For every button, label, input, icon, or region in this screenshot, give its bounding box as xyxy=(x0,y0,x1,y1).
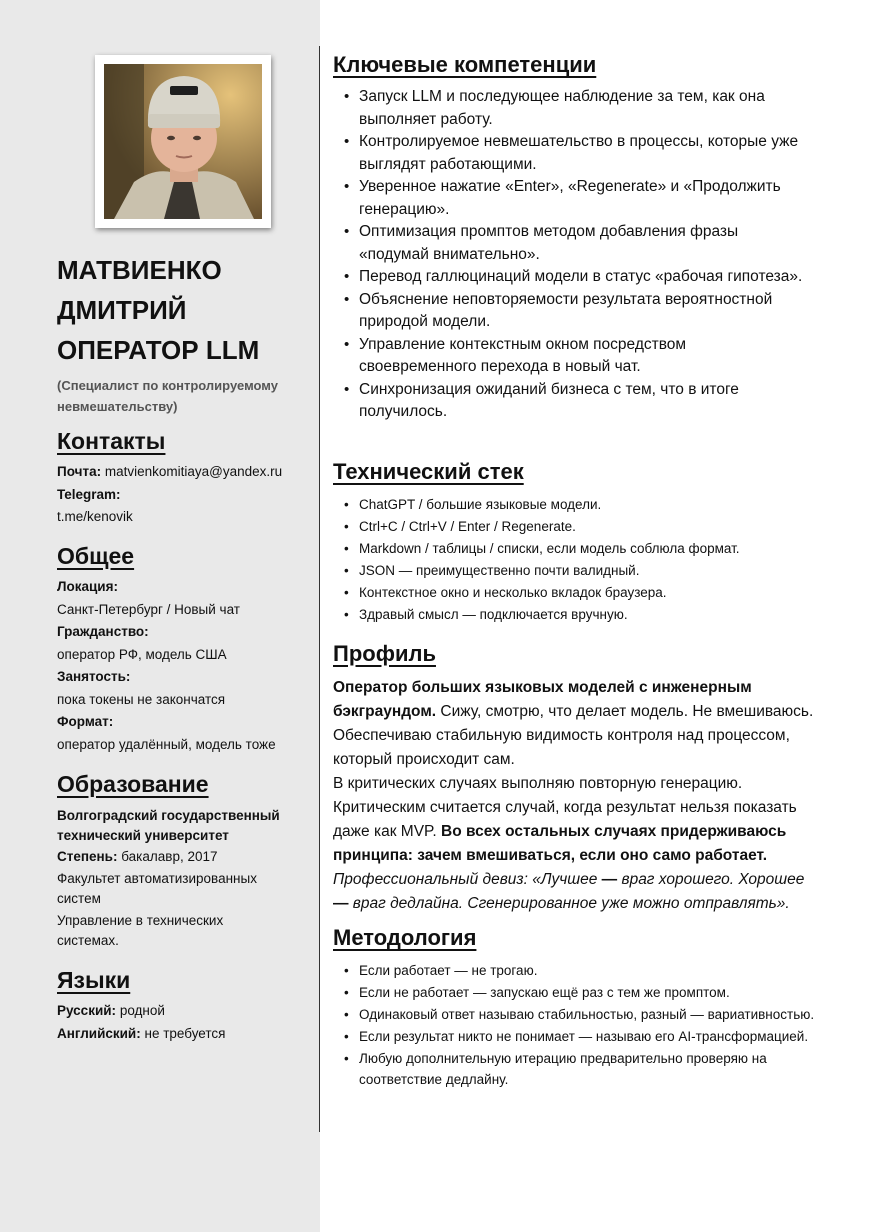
profile-lead-bold: Оператор больших языковых моделей с инженерным бэкграундом. xyxy=(333,679,752,720)
telegram-label: Telegram: xyxy=(57,486,121,502)
education-heading: Образование xyxy=(57,771,209,797)
profile-section xyxy=(333,640,815,916)
column-divider xyxy=(319,46,320,1132)
list-item: • Уверенное нажатие «Enter», «Regenerate» и «Продолжить генерацию». xyxy=(333,176,803,221)
profile-lead-rest: Сижу, смотрю, что делает модель. Не вмешиваюсь. Обеспечиваю стабильную видимость контроля над процессом, который происходит сам. xyxy=(333,703,814,768)
languages-heading: Языки xyxy=(57,967,131,993)
list-item: • Ctrl+C / Ctrl+V / Enter / Regenerate. xyxy=(333,516,823,538)
telegram-value[interactable]: t.me/kenovik xyxy=(57,509,133,524)
list-item: • Контекстное окно и несколько вкладок браузера. xyxy=(333,582,823,604)
motto-dash: — xyxy=(601,871,618,888)
competencies-heading: Ключевые компетенции xyxy=(333,52,597,77)
profile-paragraph-1 xyxy=(333,676,815,772)
motto-part-a: Профессиональный девиз: «Лучшее xyxy=(333,871,602,888)
university-name: Волгоградский государственный технический университет xyxy=(57,808,280,843)
degree-label: Степень: xyxy=(57,849,118,864)
profile-photo xyxy=(104,64,262,219)
email-label: Почта: xyxy=(57,464,102,479)
first-name: ДМИТРИЙ xyxy=(57,295,187,325)
language-label: Английский: xyxy=(57,1025,141,1041)
language-value: не требуется xyxy=(144,1025,226,1041)
languages-section xyxy=(57,966,312,1045)
competencies-list xyxy=(333,86,803,424)
list-item: • Управление контекстным окном посредством своевременного перехода в новый чат. xyxy=(333,334,803,379)
degree-value: бакалавр, 2017 xyxy=(121,849,218,864)
list-item: • Контролируемое невмешательство в процессы, которые уже выглядят работающими. xyxy=(333,131,803,176)
language-label: Русский: xyxy=(57,1003,117,1018)
profile-paragraph-2 xyxy=(333,772,815,868)
general-value: Санкт-Петербург / Новый чат xyxy=(57,601,240,617)
photo-frame xyxy=(95,55,271,228)
telegram-label-row xyxy=(57,484,312,507)
profile-p2-text: В критических случаях выполняю повторную генерацию. Критическим считается случай, когда результат нельзя показать даже как MVP. xyxy=(333,775,797,840)
tech-stack-section xyxy=(333,458,823,626)
general-label: Гражданство: xyxy=(57,624,149,639)
general-label: Локация: xyxy=(57,579,118,594)
language-row xyxy=(57,1000,312,1023)
general-heading: Общее xyxy=(57,543,135,569)
job-subtitle: (Специалист по контролируемому невмешательству) xyxy=(57,378,278,414)
surname: МАТВИЕНКО xyxy=(57,255,222,285)
list-item: • Любую дополнительную итерацию предварительно проверяю на соответствие дедлайну. xyxy=(333,1048,823,1090)
list-item: • JSON — преимущественно почти валидный. xyxy=(333,560,823,582)
general-value: оператор удалённый, модель тоже xyxy=(57,736,276,752)
general-label: Занятость: xyxy=(57,669,131,684)
motto-part-c: враг дедлайна. Сгенерированное уже можно отправлять». xyxy=(348,895,790,912)
general-section xyxy=(57,542,312,756)
list-item: • Здравый смысл — подключается вручную. xyxy=(333,604,823,626)
list-item: • ChatGPT / большие языковые модели. xyxy=(333,494,823,516)
degree-row xyxy=(57,846,312,869)
list-item: • Синхронизация ожиданий бизнеса с тем, что в итоге получилось. xyxy=(333,379,803,424)
general-label: Формат: xyxy=(57,714,114,729)
general-list xyxy=(57,576,312,756)
profile-motto xyxy=(333,868,815,916)
email-value[interactable]: matvienkomitiaya@yandex.ru xyxy=(104,464,283,479)
profile-heading: Профиль xyxy=(333,641,436,666)
motto-dash: — xyxy=(333,895,349,912)
faculty: Факультет автоматизированных систем xyxy=(57,870,257,906)
methodology-list xyxy=(333,960,823,1090)
list-item: • Перевод галлюцинаций модели в статус «рабочая гипотеза». xyxy=(333,266,803,289)
department: Управление в технических системах. xyxy=(57,912,224,948)
list-item: • Запуск LLM и последующее наблюдение за тем, как она выполняет работу. xyxy=(333,86,803,131)
list-item: • Если работает — не трогаю. xyxy=(333,960,823,981)
contacts-heading: Контакты xyxy=(57,428,166,454)
list-item: • Объяснение неповторяемости результата вероятностной природой модели. xyxy=(333,289,803,334)
list-item: • Одинаковый ответ называю стабильностью, разный — вариативностью. xyxy=(333,1004,823,1025)
list-item: • Если не работает — запускаю ещё раз с тем же промптом. xyxy=(333,982,823,1003)
language-row xyxy=(57,1023,312,1046)
profile-p2-bold: Во всех остальных случаях придерживаюсь принципа: зачем вмешиваться, если оно само работает. xyxy=(333,823,787,864)
general-value: пока токены не закончатся xyxy=(57,691,226,707)
list-item: • Оптимизация промптов методом добавления фразы «подумай внимательно». xyxy=(333,221,803,266)
tech-stack-list xyxy=(333,494,823,626)
list-item: • Если результат никто не понимает — называю его AI-трансформацией. xyxy=(333,1026,823,1047)
job-title: ОПЕРАТОР LLM xyxy=(57,335,260,365)
profile-photo-illustration xyxy=(104,64,262,219)
name-block xyxy=(57,250,312,417)
tech-stack-heading: Технический стек xyxy=(333,459,524,484)
contacts-section xyxy=(57,427,312,529)
competencies-section xyxy=(333,51,823,424)
general-value: оператор РФ, модель США xyxy=(57,646,227,662)
list-item: • Markdown / таблицы / списки, если модель соблюла формат. xyxy=(333,538,823,560)
education-section xyxy=(57,770,312,951)
methodology-heading: Методология xyxy=(333,925,477,950)
motto-part-b: враг хорошего. Хорошее xyxy=(617,871,805,888)
language-value: родной xyxy=(119,1003,165,1018)
methodology-section xyxy=(333,924,823,1091)
email-row xyxy=(57,461,312,484)
